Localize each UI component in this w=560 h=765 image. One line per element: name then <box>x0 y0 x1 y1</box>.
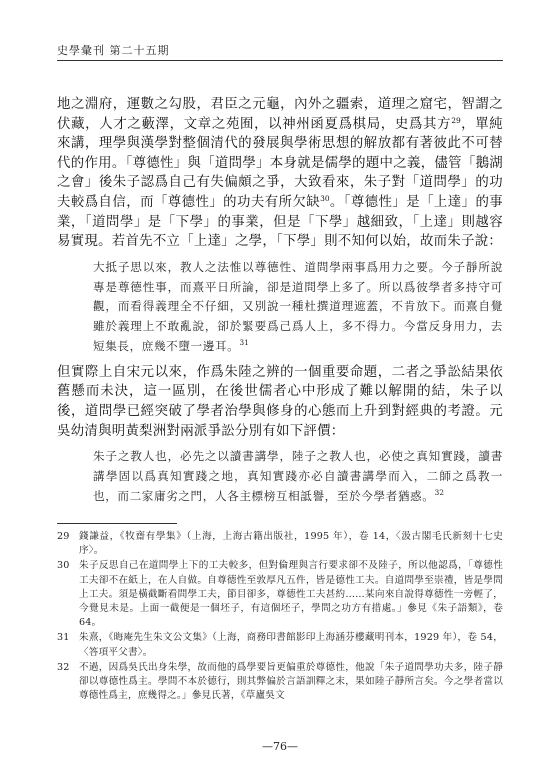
paragraph-text: 。「尊德性」是「上達」的事業，「道問學」是「下學」的事業，但是「下學」越細致，「上達」則越容易實現。若首先不立「上達」之學，「下學」則不知何以始，故而朱子說： <box>57 194 503 250</box>
header-rule <box>57 60 503 61</box>
footnote-number: 31 <box>57 632 70 644</box>
footnote-number: 32 <box>57 661 70 673</box>
footnote-number: 30 <box>57 560 70 572</box>
footnote <box>57 530 503 558</box>
paragraph-1 <box>57 95 503 252</box>
footnote-ref: 29 <box>451 115 461 125</box>
footnote-text: 不過，因爲吳氏出身朱學，故而他的爲學要旨更偏重於尊德性，他說「朱子道問學功夫多，陸子靜卻以尊德性爲主。學問不本於德行，則其弊偏於言語訓釋之末，果如陸子靜所言矣。今之學者當以尊德性爲主，庶幾得之。」參見氏著，《草廬吳文 <box>79 661 503 702</box>
paragraph-2 <box>57 363 503 441</box>
paragraph-text: 但實際上自宋元以來，作爲朱陸之辨的一個重要命題，二者之爭訟結果依舊懸而未決，這一區別，在後世儒者心中形成了難以解開的結，朱子以後，道問學已經突破了學者治學與修身的心態而上升到對經典的考證。元吳幼清與明黃梨洲對兩派爭訟分別有如下評價： <box>57 364 503 439</box>
footnote <box>57 631 503 659</box>
footnote-text: 朱熹，《晦庵先生朱文公文集》（上海，商務印書館影印上海涵芬樓藏明刊本，1929 年），卷 54，〈答項平父書〉。 <box>79 632 503 658</box>
main-text <box>57 95 503 513</box>
footnotes <box>57 530 503 704</box>
footnote-number: 29 <box>57 531 70 542</box>
footnote-ref: 30 <box>320 193 330 203</box>
footnote <box>57 559 503 630</box>
paragraph-text: ，單純來講，理學與漢學對整個清代的發展與學術思想的解放都有著彼此不可替代的作用。「尊德性」與「道問學」本身就是儒學的題中之義，儘管「鵝湖之會」後朱子認爲自己有失偏頗之爭，大致看來，朱子對「道問學」的功夫較爲自信，而「尊德性」的功夫有所欠缺 <box>57 116 503 210</box>
block-quote-1 <box>93 258 503 357</box>
footnote <box>57 661 503 704</box>
page-number: —76— <box>262 740 298 753</box>
quote-text: 朱子之教人也，必先之以讀書講學，陸子之教人也，必使之真知實踐，讀書講學固以爲真知實踐之地，真知實踐亦必自讀書講學而入，二師之爲教一也，而二家庸劣之門，人各主標榜互相詆譽，至於今學者猶惑。 <box>93 449 503 503</box>
footnote-text: 朱子反思自己在道問學上下的工夫較多，但對倫理與言行要求卻不及陸子，所以他認爲，「尊德性工夫卻不在紙上，在人自做。自尊德性至敦厚凡五件，皆是德性工夫。自道問學至崇禮，皆是學問上工夫。須是橫截斷看問學工夫，節目卻多，尊德性工夫甚約……某向來自說得尊德性一旁輕了，今覺見未是。上面一截便是一個坯子，有這個坯子，學問之功方有措處。」參見《朱子語類》，卷 64。 <box>79 560 503 629</box>
footnote-ref: 32 <box>434 487 444 497</box>
running-header: 史學彙刊 第二十五期 <box>57 44 170 57</box>
footnote-ref: 31 <box>239 337 249 347</box>
quote-text: 大抵子思以來，教人之法惟以尊德性、道問學兩事爲用力之要。今子靜所說專是尊德性事，而熹平日所論，卻是道問學上多了。所以爲彼學者多持守可觀，而看得義理全不仔細，又別說一種杜撰道理遮蓋，不肯放下。而熹自覺雖於義理上不敢亂說，卻於緊要爲己爲人上，多不得力。今當反身用力，去短集長，庶幾不墮一邊耳。 <box>93 259 503 353</box>
paragraph-text: 地之淵府，運數之勾股，君臣之元龜，內外之疆索，道理之窟宅，智謂之伏藏，人才之藪澤，文章之苑囿，以神州函夏爲棋局，史爲其方 <box>57 97 503 132</box>
block-quote-2 <box>93 447 503 506</box>
footnote-text: 錢謙益，《牧齋有學集》（上海，上海古籍出版社，1995 年），卷 14，〈汲古閣毛氏新刻十七史序〉。 <box>79 531 503 557</box>
footnote-rule <box>57 523 177 524</box>
